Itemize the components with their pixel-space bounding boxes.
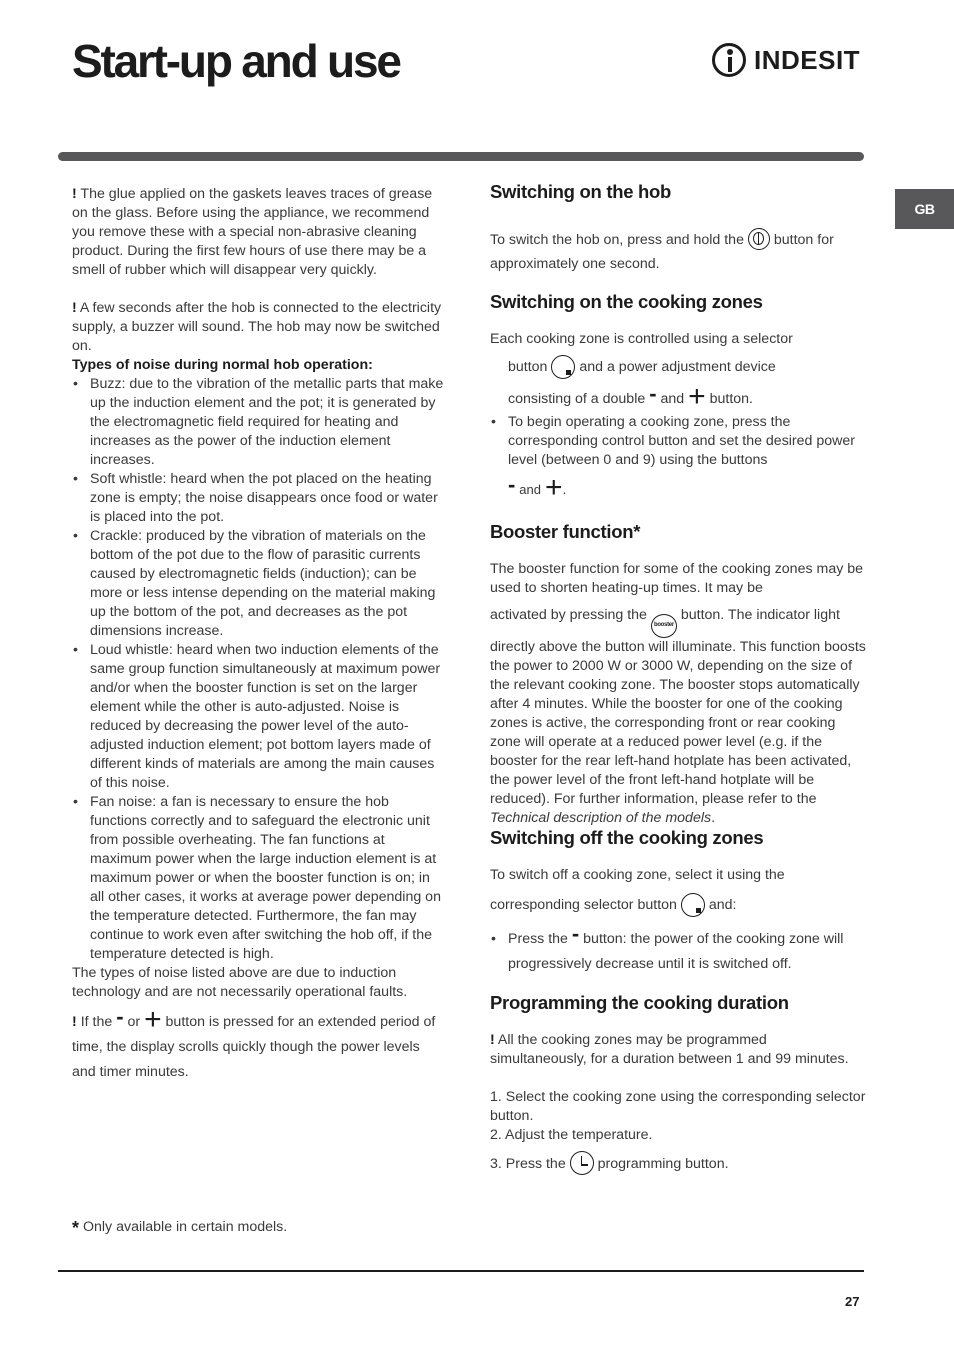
selector-button-icon <box>681 893 705 917</box>
zones-text-2: button and a power adjustment device <box>490 355 866 379</box>
button-hold-note: ! If the - or + button is pressed for an extended period of time, the display scrolls quickly though the power levels and timer minutes. <box>72 1003 436 1080</box>
plus-icon: + <box>144 1003 162 1036</box>
section-title-switching-on-zones: Switching on the cooking zones <box>490 291 763 312</box>
power-button-icon <box>748 228 770 250</box>
programming-step-3: 3. Press the programming button. <box>490 1151 866 1176</box>
list-item: • Fan noise: a fan is necessary to ensure the hob functions correctly and to safeguard the electronic unit from possible overheating. The fan functions at maximum power when the large induction element is at maximum power or when the booster function is on; in all other cases, it works at average power depending on the temperature detected. Furthermore, the fan may continue to work even after switching the hob off, if the temperature detected is high. <box>72 793 446 964</box>
footer-divider <box>58 1270 864 1272</box>
switching-off-list <box>490 921 866 977</box>
list-item: • Buzz: due to the vibration of the metallic parts that make up the induction element and the pot; it is generated by the electromagnetic field required for heating and increases as the power of the induction element increases. <box>72 375 446 470</box>
programming-step-2: 2. Adjust the temperature. <box>490 1127 653 1143</box>
zones-list <box>490 413 866 504</box>
noise-heading: Types of noise during normal hob operation: <box>72 357 373 373</box>
indesit-logo-icon <box>712 43 746 77</box>
brand-logo <box>712 38 860 82</box>
warning-icon: ! <box>72 186 77 202</box>
brand-name: INDESIT <box>754 44 861 75</box>
programming-step-1: 1. Select the cooking zone using the corresponding selector button. <box>490 1089 866 1124</box>
plus-icon: + <box>544 471 563 504</box>
clock-icon <box>570 1151 594 1175</box>
plus-icon: + <box>688 380 706 413</box>
list-item: • Soft whistle: heard when the pot placed on the heating zone is empty; the noise disappears once food or water is placed into the pot. <box>72 470 446 527</box>
footnote: * Only available in certain models. <box>72 1218 288 1238</box>
list-item: • To begin operating a cooking zone, press the corresponding control button and set the desired power level (between 0 and 9) using the buttons - and +. <box>490 413 866 500</box>
list-item: • Crackle: produced by the vibration of materials on the bottom of the pot due to the flow of parasitic currents caused by electromagnetic fields (induction); can be more or less intense depending on the material making up the bottom of the pot, and decreases as the pot dimensions increase. <box>72 527 446 641</box>
right-column <box>490 180 866 1176</box>
minus-icon: - <box>571 921 580 946</box>
minus-icon: - <box>649 381 657 406</box>
left-column <box>72 185 446 1085</box>
asterisk-icon: * <box>72 1218 80 1238</box>
warning-icon: ! <box>490 1032 495 1048</box>
list-item: • Press the - button: the power of the cooking zone will progressively decrease until it is switched off. <box>490 927 866 977</box>
switching-on-text: To switch the hob on, press and hold the button for approximately one second. <box>490 228 866 276</box>
zones-text-3: consisting of a double - and + button. <box>508 380 753 413</box>
section-title-switching-on-hob: Switching on the hob <box>490 181 672 202</box>
noise-list <box>72 375 446 964</box>
booster-button-icon: booster <box>651 614 677 638</box>
section-title-booster: Booster function* <box>490 521 641 542</box>
switching-off-text-2: corresponding selector button and: <box>490 893 866 917</box>
list-item: • Loud whistle: heard when two induction elements of the same group function simultaneously at maximum power and/or when the booster function is set on the larger element while the other is auto-adjusted. Noise is reduced by decreasing the power level of the auto-adjusted induction element; pot bottom layers made of different kinds of materials are among the main causes of this noise. <box>72 641 446 793</box>
switching-off-text-1: To switch off a cooking zone, select it using the <box>490 867 785 883</box>
header-divider <box>58 152 864 161</box>
noise-summary: The types of noise listed above are due to induction technology and are not necessarily operational faults. <box>72 965 408 1000</box>
warning-icon: ! <box>72 1014 77 1030</box>
buzzer-note: ! A few seconds after the hob is connected to the electricity supply, a buzzer will sound. The hob may now be switched on. <box>72 300 442 354</box>
minus-icon: - <box>116 1004 124 1029</box>
programming-note: ! All the cooking zones may be programmed simultaneously, for a duration between 1 and 99 minutes. <box>490 1032 849 1067</box>
selector-button-icon <box>551 355 575 379</box>
warning-icon: ! <box>72 300 77 316</box>
page-number: 27 <box>845 1294 860 1309</box>
section-title-switching-off: Switching off the cooking zones <box>490 827 764 848</box>
page-title: Start-up and use <box>72 35 400 87</box>
gasket-note: ! The glue applied on the gaskets leaves traces of grease on the glass. Before using the appliance, we recommend you remove these with a special non-abrasive cleaning product. During the first few hours of use there may be a smell of rubber which will disappear very quickly. <box>72 186 433 278</box>
booster-text-1: The booster function for some of the cooking zones may be used to shorten heating-up times. It may be <box>490 561 864 596</box>
booster-text-2: activated by pressing the booster button. The indicator light directly above the button will illuminate. This function boosts the power to 2000 W or 3000 W, depending on the size of the relevant cooking zone. The booster stops automatically after 4 minutes. While the booster for one of the cooking zones is active, the corresponding front or rear cooking zone will operate at a reduced power level (e.g. if the booster for the rear left-hand hotplate has been activated, the power level of the front left-hand hotplate will be reduced). For further information, please refer to the Technical description of the models. <box>490 607 866 826</box>
zones-text-1: Each cooking zone is controlled using a selector <box>490 331 793 347</box>
section-title-programming: Programming the cooking duration <box>490 992 789 1013</box>
language-tab: GB <box>895 189 954 229</box>
minus-icon: - <box>508 472 516 497</box>
